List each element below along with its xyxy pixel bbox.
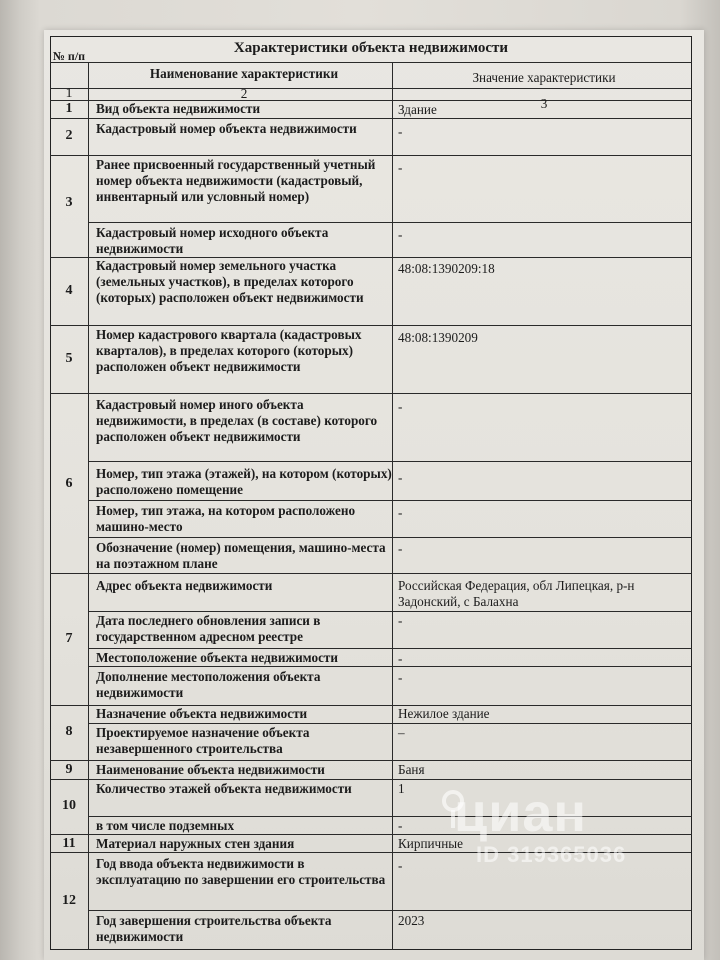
header-name: Наименование характеристики <box>149 66 339 81</box>
row-value: Нежилое здание <box>398 706 490 721</box>
row-value: - <box>398 613 403 628</box>
row-num: 2 <box>65 128 73 143</box>
row-value: Здание <box>398 102 437 117</box>
row-name: Ранее присвоенный государственный учетный номер объекта недвижимости (кадастровый, инвентарный или условный номер) <box>96 157 376 204</box>
header-index-3: 3 <box>540 96 548 111</box>
watermark-logo: циан <box>454 783 588 843</box>
row-value: Российская Федерация, обл Липецкая, р-н Задонский, с Балахна <box>398 578 635 609</box>
row-name: Адрес объекта недвижимости <box>96 578 273 593</box>
row-name: Дата последнего обновления записи в государственном адресном реестре <box>96 613 321 644</box>
row-name: Дополнение местоположения объекта недвижимости <box>96 669 321 700</box>
row-name: Назначение объекта недвижимости <box>96 706 308 721</box>
row-value: - <box>398 160 403 175</box>
table-title: Характеристики объекта недвижимости <box>233 40 509 56</box>
header-num: № п/п <box>52 49 86 63</box>
row-value: - <box>398 399 403 414</box>
row-name: Номер, тип этажа (этажей), на котором (которых) расположено помещение <box>96 466 392 497</box>
row-value: - <box>398 651 403 666</box>
row-name: Год завершения строительства объекта недвижимости <box>96 913 332 944</box>
header-value: Значение характеристики <box>472 70 616 85</box>
row-num: 1 <box>65 101 73 116</box>
row-value: - <box>398 818 403 833</box>
row-name: Обозначение (номер) помещения, машино-места на поэтажном плане <box>96 540 386 571</box>
row-value: - <box>398 541 403 556</box>
row-value: Кирпичные <box>398 836 463 851</box>
row-name: Кадастровый номер иного объекта недвижимости, в пределах (в составе) которого расположен объект недвижимости <box>96 397 378 444</box>
row-name: Количество этажей объекта недвижимости <box>96 781 352 796</box>
row-name: Кадастровый номер земельного участка (земельных участков), в пределах которого (которых) расположен объект недвижимости <box>96 258 364 305</box>
row-name: Материал наружных стен здания <box>96 836 295 851</box>
row-value: 48:08:1390209 <box>398 330 478 345</box>
row-num: 11 <box>62 836 76 851</box>
row-num: 7 <box>65 631 73 646</box>
header-index-2: 2 <box>240 86 248 101</box>
row-name: Вид объекта недвижимости <box>96 101 261 116</box>
row-value: - <box>398 124 403 139</box>
row-name: Местоположение объекта недвижимости <box>96 650 338 665</box>
row-value: - <box>398 227 403 242</box>
row-num: 8 <box>65 724 73 739</box>
row-num: 6 <box>65 476 73 491</box>
row-value: 1 <box>398 781 405 796</box>
row-name: Наименование объекта недвижимости <box>96 762 325 777</box>
row-num: 3 <box>65 195 73 210</box>
row-value: - <box>398 670 403 685</box>
row-num: 10 <box>62 798 76 813</box>
row-num: 5 <box>65 351 73 366</box>
row-value: 2023 <box>398 913 425 928</box>
header-index-1: 1 <box>65 86 73 101</box>
row-value: – <box>398 725 405 740</box>
row-name: Проектируемое назначение объекта незавершенного строительства <box>96 725 310 756</box>
watermark <box>440 780 680 880</box>
row-value: 48:08:1390209:18 <box>398 261 495 276</box>
row-value: - <box>398 470 403 485</box>
row-num: 9 <box>65 762 73 777</box>
watermark-id: ID 319365036 <box>476 842 627 867</box>
row-name: Номер, тип этажа, на котором расположено машино-место <box>96 503 356 534</box>
row-name: Номер кадастрового квартала (кадастровых кварталов), в пределах которого (которых) расположен объект недвижимости <box>96 327 362 374</box>
row-name: Год ввода объекта недвижимости в эксплуатацию по завершении его строительства <box>96 856 386 887</box>
row-name: Кадастровый номер объекта недвижимости <box>96 121 357 136</box>
row-num: 12 <box>62 893 76 908</box>
row-num: 4 <box>65 283 73 298</box>
row-name: Кадастровый номер исходного объекта недвижимости <box>96 225 329 256</box>
row-value: - <box>398 858 403 873</box>
row-value: Баня <box>398 762 425 777</box>
row-value: - <box>398 505 403 520</box>
row-name: в том числе подземных <box>96 818 235 833</box>
